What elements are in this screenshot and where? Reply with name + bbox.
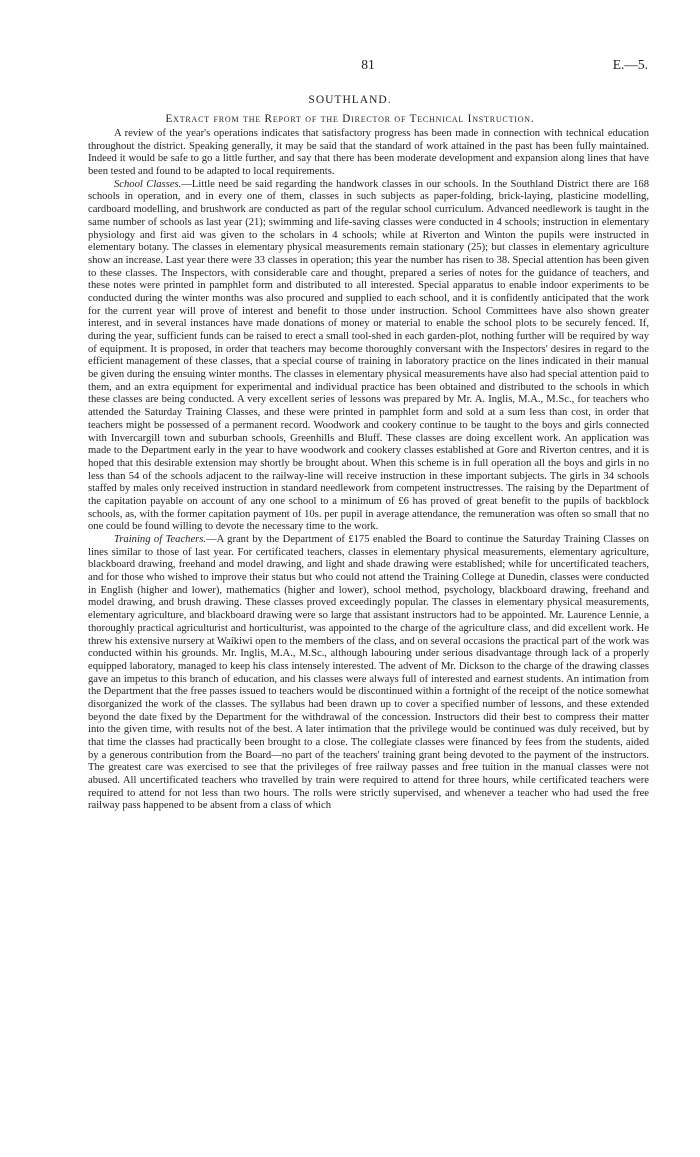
school-classes-paragraph [88, 179, 649, 534]
page-number: 81 [361, 57, 375, 72]
report-subheading: Extract from the Report of the Director of Technical Instruction. [165, 113, 535, 125]
training-of-teachers-title: Training of Teachers. [114, 534, 207, 545]
intro-paragraph-text: A review of the year's operations indicates that satisfactory progress has been made in connection with technical education throughout the district. Speaking generally, it may be said that the standard of work attained in the past has been fully maintained. Indeed it would be safe to go a little further, and say that there has been moderate development and expansion along lines that have been tested and found to be adapted to local requirements. [88, 128, 649, 178]
document-reference: E.—5. [612, 57, 648, 72]
school-classes-text: —Little need be said regarding the handwork classes in our schools. In the Southland District there are 168 schools in operation, and in every one of them, classes in such subjects as paper-folding, brick-laying, plasticine modelling, cardboard modelling, and brushwork are conducted as part of the regular school curriculum. Advanced needlework is taught in the same number of schools as last year (21); swimming and life-saving classes were conducted in 4 schools; instruction in elementary physiology and first aid was given to the scholars in 4 schools; while at Riverton and Winton the pupils were instructed in elementary botany. The classes in elementary physical measurements remain stationary (25); but classes in elementary agriculture show an increase. Last year there were 33 classes in operation; this year the number has risen to 38. Special attention has been given to these classes. The Inspectors, with considerable care and thought, prepared a series of notes for the guidance of teachers, and these notes were printed in pamphlet form and distributed to all interested. Special apparatus to enable indoor experiments to be conducted during the winter months was also procured and supplied to each school, and it is confidently anticipated that the work for the current year will prove of interest and benefit to those under instruction. School Committees have also shown greater interest, and in several instances have made donations of money or material to enable the school plots to be securely fenced. If, during the year, sufficient funds can be raised to erect a small tool-shed in each garden-plot, nothing further will be required by way of equipment. It is proposed, in order that teachers may become thoroughly conversant with the Inspectors' desires in regard to the efficient management of these classes, that a special course of training in laboratory practice on the lines indicated in their manual be given during the ensuing winter months. The classes in elementary physical measurements have also had special attention paid to them, and an extra equipment for experimental and individual practice has been obtained and distributed to the schools in which these classes are being conducted. A very excellent series of lessons was prepared by Mr. A. Inglis, M.A., M.Sc., for teachers who attended the Saturday Training Classes, and these were printed in pamphlet form and sold at a sum less than cost, in order that teachers might be possessed of a permanent record. Woodwork and cookery continue to be taught to the boys and girls connected with Invercargill town and suburban schools, Greenhills and Bluff. These classes are doing excellent work. An application was made to the Department early in the year to have woodwork and cookery classes established at Gore and Riverton centres, and it is hoped that this desirable extension may shortly be brought about. When this scheme is in full operation all the boys and girls in no less than 54 of the schools adjacent to the railway-line will receive instruction in these important subjects. The girls in 34 schools staffed by males only received instruction in standard needlework from competent instructresses. The raising by the Department of the capitation payable on account of any one school to a minimum of £6 has proved of great benefit to the pupils of backblock schools, as, with the former capitation payment of 10s. per pupil in average attendance, the remuneration was often so small that no one could be found willing to devote the necessary time to the work. [88, 178, 650, 533]
intro-paragraph [88, 128, 649, 179]
section-heading: SOUTHLAND. [308, 94, 392, 106]
training-of-teachers-text: —A grant by the Department of £175 enabled the Board to continue the Saturday Training Classes on lines similar to those of last year. For certificated teachers, classes in elementary physical measurements, elementary agriculture, blackboard drawing, freehand and model drawing, and light and shade drawing were established; while for uncertificated teachers, and for those who wished to improve their status but who could not attend the Training College at Dunedin, classes were conducted in English (higher and lower), mathematics (higher and lower), school method, psychology, blackboard drawing, freehand and model drawing, and brush drawing. These classes proved exceedingly popular. The classes in elementary physical measurements, elementary agriculture, and blackboard drawing were so large that assistant instructors had to be appointed. Mr. Laurence Lennie, a thoroughly practical agriculturist and horticulturist, was appointed to the charge of the agriculture class, and did excellent work. He threw his extensive nursery at Waikiwi open to the members of the class, and on several occasions the practical part of the work was conducted within his grounds. Mr. Inglis, M.A., M.Sc., although labouring under serious disadvantage through lack of a properly equipped laboratory, managed to keep his class intensely interested. The advent of Mr. Dickson to the charge of the drawing classes gave an impetus to this branch of education, and his classes were always full of interested and earnest students. An intimation from the Department that the free passes issued to teachers would be discontinued within a fortnight of the receipt of the notice somewhat disorganized the work of the classes. The syllabus had been drawn up to cover a specified number of lessons, and these extended beyond the date fixed by the Department for the withdrawal of the concession. Instructors did their best to compress their matter into the given time, with results not of the best. A later intimation that the privilege would be continued was duly received, but by that time the classes had practically been brought to a close. The collegiate classes were financed by fees from the students, aided by a generous contribution from the Board—no part of the teachers' training grant being devoted to the payment of the instructors. The greatest care was exercised to see that the privileges of free railway passes and free tuition in the manual classes were not abused. All uncertificated teachers who travelled by train were required to attend for three hours, while certificated teachers were required to attend for not less than two hours. The rolls were strictly supervised, and whenever a teacher who had used the free railway pass happened to be absent from a class of which [88, 534, 650, 812]
school-classes-title: School Classes. [114, 178, 182, 190]
training-of-teachers-paragraph [88, 534, 649, 813]
report-body [88, 128, 649, 813]
page-header [88, 57, 648, 77]
